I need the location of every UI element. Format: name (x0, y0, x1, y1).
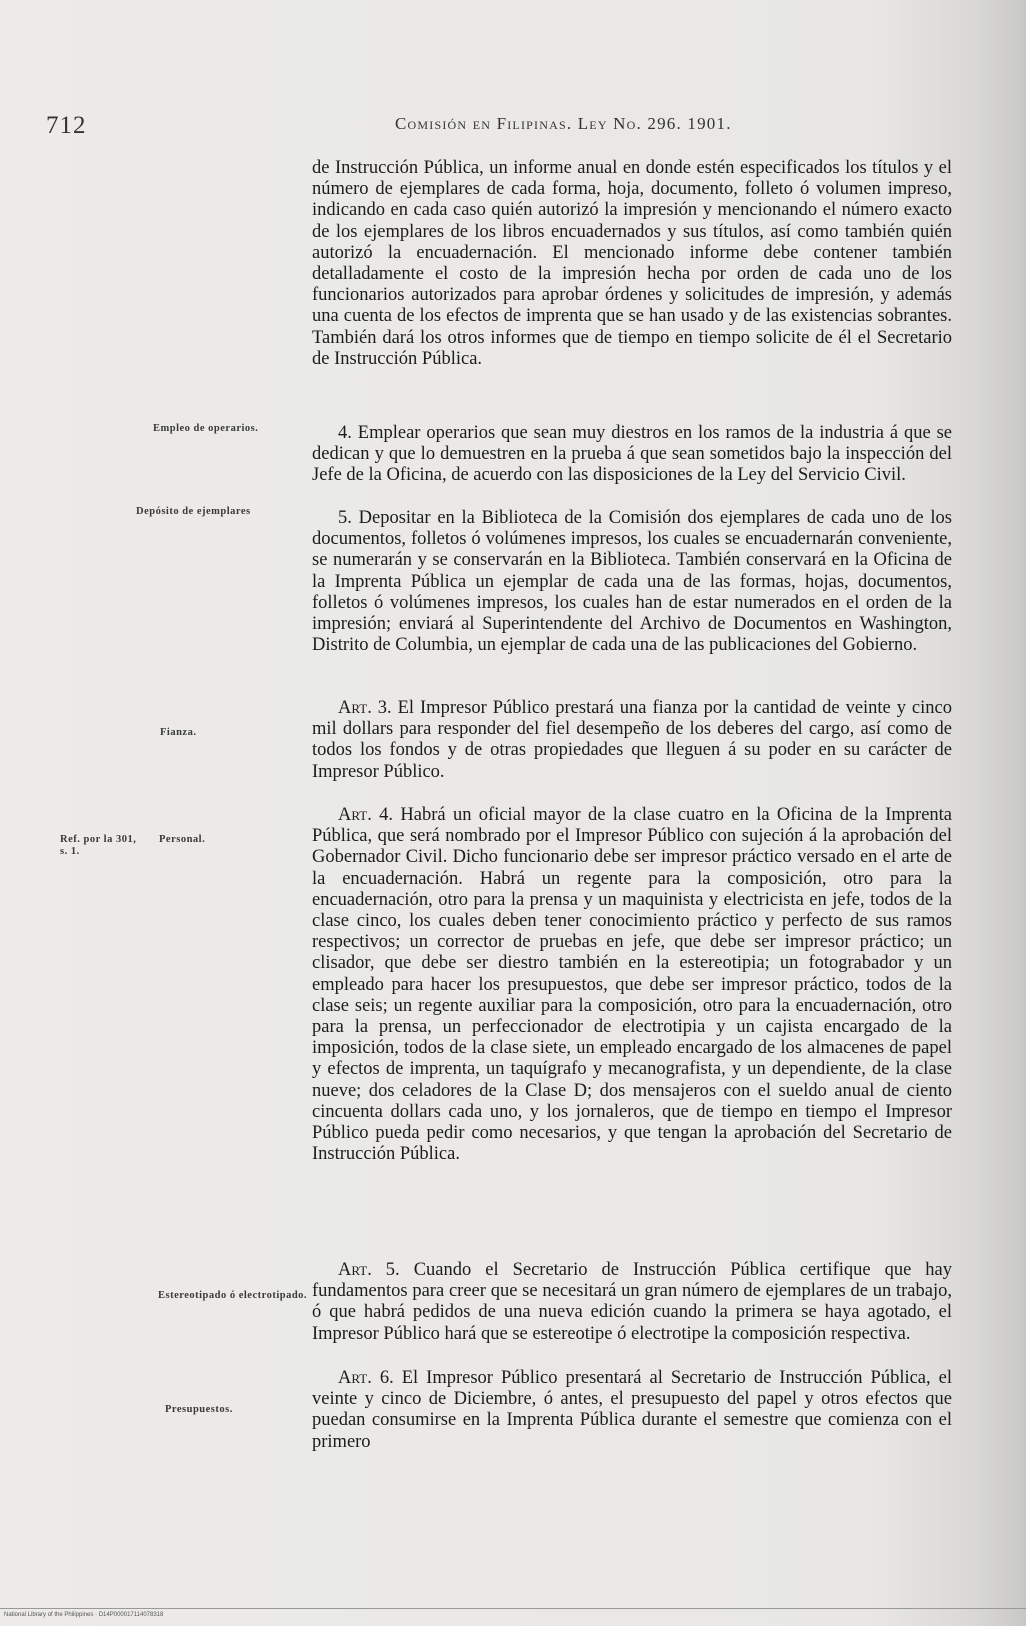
paragraph-art-6 (312, 1368, 952, 1453)
margin-note-ref: Ref. por la 301, s. 1. (60, 834, 137, 857)
margin-note-estereotipado: Estereotipado ó electrotipado. (158, 1290, 308, 1301)
margin-note-deposito: Depósito de ejemplares (136, 506, 251, 517)
article-label: Art. 5. (338, 1260, 400, 1280)
margin-note-presupuestos: Presupuestos. (165, 1404, 233, 1415)
paragraph-art-4 (312, 805, 952, 1260)
running-head: Comisión en Filipinas. Ley No. 296. 1901. (395, 114, 732, 133)
footer-text: National Library of the Philippines · D14P000017114078318 (4, 1612, 164, 1618)
article-text: Cuando el Secretario de Instrucción Pública certifique que hay fundamentos para creer que se necesitará un gran número de ejemplares de un trabajo, ó que habrá pedidos de una nueva edición cuando la primera se haya agotado, el Impresor Público hará que se estereotipe ó electrotipe la composición respectiva. (312, 1260, 952, 1344)
article-text: Habrá un oficial mayor de la clase cuatro en la Oficina de la Imprenta Pública, que será nombrado por el Impresor Público con sujeción á la aprobación del Gobernador Civil. Dicho funcionario debe ser impresor práctico versado en el arte de la encuadernación. Habrá un regente para la composición, otro para la encuadernación, otro para la prensa y un maquinista y electricista en jefe, todos de la clase cinco, los cuales deben tener conocimiento práctico y perfecto de sus ramos respectivos; un corrector de pruebas en jefe, que debe ser impresor práctico; un clisador, que debe ser diestro también en la estereotipia; un fotograbador y un empleado para hacer los presupuestos, que debe ser impresor práctico, todos de la clase seis; un regente auxiliar para la composición, otro para la encuadernación, otro para la prensa, un perfeccionador de electrotipia y un cajista encargado de la imposición, todos de la clase siete, un empleado encargado de los almacenes de papel y efectos de imprenta, un taquígrafo y mecanografista, y un dependiente, de la clase nueve; dos celadores de la Clase D; dos mensajeros con el sueldo anual de ciento cincuenta dollars cada uno, y los jornaleros, que de tiempo en tiempo el Impresor Público pueda pedir como necesarios, y que tengan la aprobación del Secretario de Instrucción Pública. (312, 805, 953, 1165)
article-text: El Impresor Público presentará al Secretario de Instrucción Pública, el veinte y cinco de Diciembre, ó antes, el presupuesto del papel y otros efectos que puedan consumirse en la Imprenta Pública durante el semestre que comienza con el primero (312, 1368, 953, 1452)
margin-note-empleo: Empleo de operarios. (153, 423, 259, 434)
paragraph-art-3 (312, 698, 952, 805)
paragraph-art-5 (312, 1260, 952, 1368)
footer-divider (0, 1608, 1026, 1609)
paragraph-1: de Instrucción Pública, un informe anual en donde estén especificados los títulos y el número de ejemplares de cada forma, hoja, documento, folleto ó volumen impreso, indicando en cada caso quién autorizó la impresión y mencionando el número exacto de los ejemplares de los libros encuadernados y sus títulos, así como también quién autorizó la encuadernación. El mencionado informe debe contener también detalladamente el costo de la impresión hecha por orden de cada uno de los funcionarios autorizados para aprobar órdenes y solicitudes de impresión, y además una cuenta de los efectos de imprenta que se han usado y de las existencias sobrantes. También dará los otros informes que de tiempo en tiempo solicite de él el Secretario de Instrucción Pública. (312, 158, 952, 369)
article-label: Art. 4. (338, 805, 394, 825)
article-label: Art. 3. (338, 698, 392, 718)
margin-note-personal: Personal. (159, 834, 206, 845)
article-label: Art. 6. (338, 1368, 394, 1388)
body-text (312, 158, 952, 1453)
article-text: El Impresor Público prestará una fianza por la cantidad de veinte y cinco mil dollars para responder del fiel desempeño de los deberes del cargo, así como de todos los fondos y de otras propiedades que lleguen á su poder en su carácter de Impresor Público. (312, 698, 952, 782)
paragraph-item-5: 5. Depositar en la Biblioteca de la Comisión dos ejemplares de cada uno de los documentos, folletos ó volúmenes impresos, los cuales se encuadernarán conveniente, se numerarán y se conservarán en la Biblioteca. También conservará en la Oficina de la Imprenta Pública un ejemplar de cada una de las formas, hojas, documentos, folletos ó volúmenes impresos, los cuales han de estar numerados en el orden de la impresión; enviará al Superintendente del Archivo de Documentos en Washington, Distrito de Columbia, un ejemplar de cada una de las publicaciones del Gobierno. (312, 508, 952, 656)
paragraph-item-4: 4. Emplear operarios que sean muy diestros en los ramos de la industria á que se dedican y que lo demuestren en la prueba á que sean sometidos bajo la inspección del Jefe de la Oficina, de acuerdo con las disposiciones de la Ley del Servicio Civil. (312, 423, 952, 486)
page-number: 712 (46, 112, 87, 139)
margin-note-fianza: Fianza. (160, 727, 197, 738)
